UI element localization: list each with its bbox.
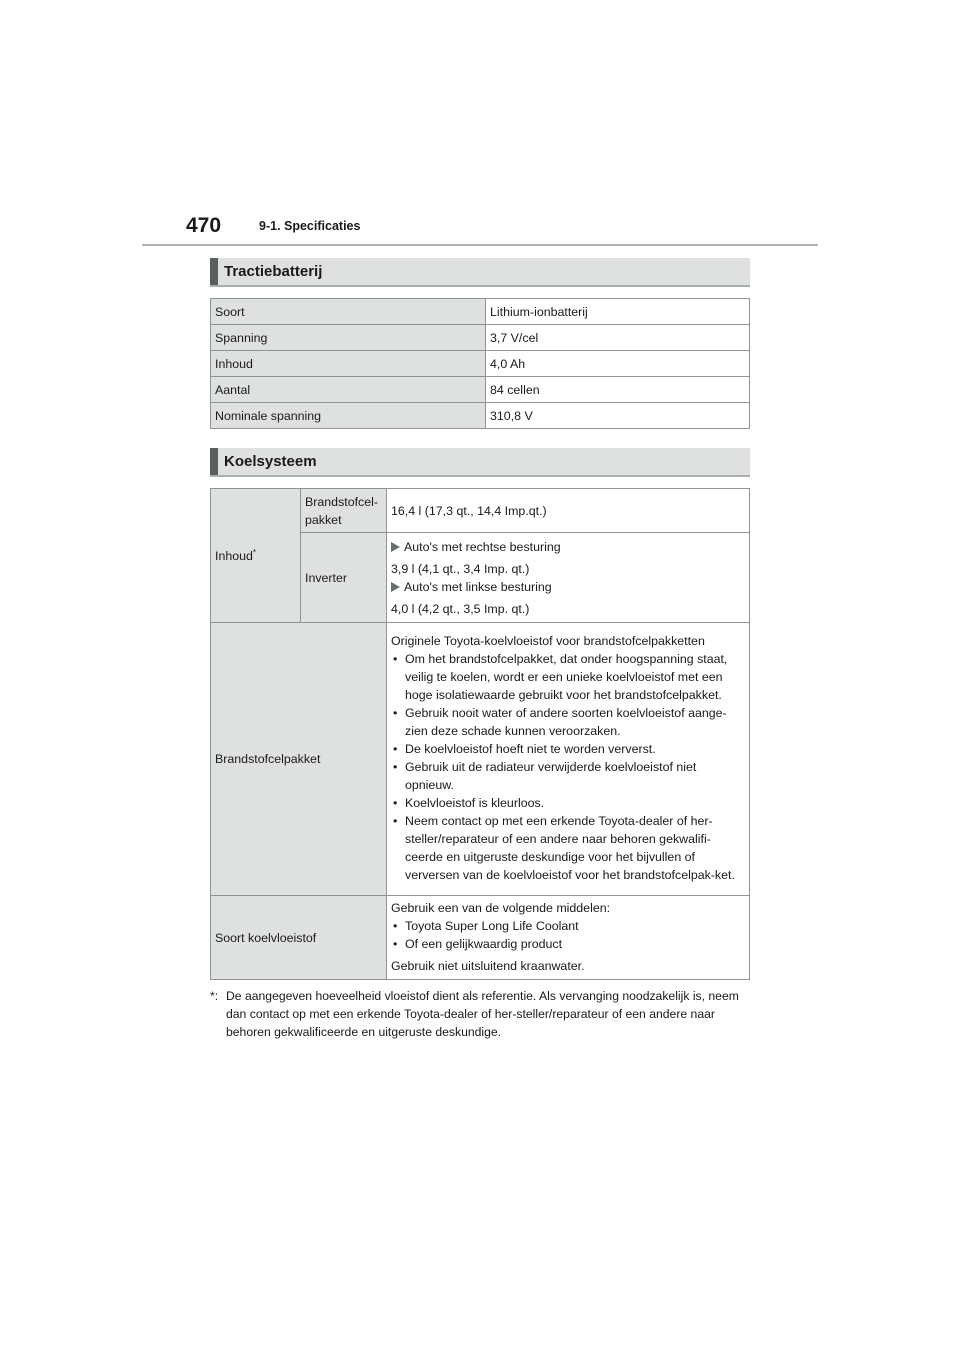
bullet-icon: • (393, 652, 398, 666)
footnote-mark: *: (210, 989, 219, 1003)
footnote-marker: * (252, 547, 257, 557)
list-item (391, 794, 745, 812)
spec-value: 3,7 V/cel (486, 325, 750, 351)
coolant-type-label: Soort koelvloeistof (211, 896, 387, 980)
inverter-rhd-label: Auto's met rechtse besturing (404, 539, 561, 554)
table-row (211, 623, 750, 896)
fuelcell-label-cell (301, 489, 387, 533)
section-heading-battery (210, 258, 750, 287)
footnote-text: De aangegeven hoeveelheid vloeistof dient als referentie. Als vervanging noodzakelijk is, neem dan contact op met een erkende Toyota-dealer of her-steller/reparateur of een andere naar behoren gekwalificeerde en uitgeruste deskundige. (226, 989, 739, 1039)
page-number: 470 (186, 214, 222, 237)
triangle-right-icon (391, 582, 400, 592)
battery-table-body (211, 299, 750, 429)
list-item-text: Om het brandstofcelpakket, dat onder hoogspanning staat, veilig te koelen, wordt er een unieke koelvloeistof met een hoge isolatiewaarde gebruikt voor het brandstofcelpakket. (405, 652, 728, 702)
list-item (391, 704, 745, 740)
list-item-text: Gebruik nooit water of andere soorten koelvloeistof aange-zien deze schade kunnen veroorzaken. (405, 706, 727, 738)
chapter-title: 9-1. Specificaties (259, 219, 361, 233)
spec-value: 84 cellen (486, 377, 750, 403)
list-item-text: Gebruik uit de radiateur verwijderde koelvloeistof niet opnieuw. (405, 760, 697, 792)
header-divider (142, 244, 818, 246)
stack-value-cell (387, 623, 750, 896)
list-item (391, 650, 745, 704)
section-title-battery: Tractiebatterij (224, 263, 323, 280)
table-row (211, 299, 750, 325)
list-item-text: De koelvloeistof hoeft niet te worden ververst. (405, 742, 656, 756)
table-row (211, 351, 750, 377)
table-row (211, 403, 750, 429)
list-item (391, 812, 745, 884)
stack-bullet-list (391, 650, 745, 884)
spec-value: Lithium-ionbatterij (486, 299, 750, 325)
coolant-type-note: Gebruik niet uitsluitend kraanwater. (391, 958, 585, 973)
cooling-spec-table (210, 488, 750, 980)
list-item-text: Of een gelijkwaardig product (405, 936, 563, 951)
list-item (391, 740, 745, 758)
coolant-type-cell (387, 896, 750, 980)
heading-bar (210, 448, 218, 475)
bullet-icon: • (393, 796, 398, 810)
capacity-label-cell (211, 489, 301, 623)
bullet-icon: • (393, 760, 398, 774)
spec-value: 4,0 Ah (486, 351, 750, 377)
bullet-icon: • (393, 814, 398, 828)
list-item (391, 917, 745, 935)
spec-label: Soort (211, 299, 486, 325)
table-row (211, 896, 750, 980)
spec-value: 310,8 V (486, 403, 750, 429)
section-title-cooling: Koelsysteem (224, 453, 317, 470)
table-row (211, 325, 750, 351)
stack-label: Brandstofcelpakket (211, 623, 387, 896)
battery-spec-table (210, 298, 750, 429)
list-item (391, 935, 745, 953)
spec-label: Aantal (211, 377, 486, 403)
bullet-icon: • (393, 918, 398, 933)
list-item-text: Neem contact op met een erkende Toyota-dealer of her-steller/reparateur of een andere naar behoren gekwalifi-ceerde en uitgeruste deskundige voor het bijvullen of verversen van de koelvloeistof voor het brandstofcelpak-ket. (405, 814, 735, 882)
bullet-icon: • (393, 742, 398, 756)
inverter-lhd-value: 4,0 l (4,2 qt., 3,5 Imp. qt.) (391, 601, 530, 616)
stack-intro: Originele Toyota-koelvloeistof voor brandstofcelpakketten (391, 634, 705, 648)
triangle-right-icon (391, 542, 400, 552)
coolant-type-bullet-list (391, 917, 745, 953)
table-row (211, 377, 750, 403)
fuelcell-value: 16,4 l (17,3 qt., 14,4 Imp.qt.) (387, 489, 750, 533)
fuelcell-label: Brandstofcel- pakket (305, 494, 379, 527)
capacity-label: Inhoud (215, 549, 253, 564)
inverter-lhd-heading (391, 578, 745, 596)
list-item-text: Koelvloeistof is kleurloos. (405, 796, 545, 810)
list-item (391, 758, 745, 794)
spec-label: Nominale spanning (211, 403, 486, 429)
coolant-type-intro: Gebruik een van de volgende middelen: (391, 900, 611, 915)
heading-bar (210, 258, 218, 285)
table-row (211, 489, 750, 533)
spec-label: Spanning (211, 325, 486, 351)
section-heading-cooling (210, 448, 750, 477)
inverter-rhd-value: 3,9 l (4,1 qt., 3,4 Imp. qt.) (391, 561, 530, 576)
inverter-lhd-label: Auto's met linkse besturing (404, 579, 552, 594)
bullet-icon: • (393, 706, 398, 720)
list-item-text: Toyota Super Long Life Coolant (405, 918, 579, 933)
bullet-icon: • (393, 936, 398, 951)
footnote (210, 987, 755, 1041)
spec-label: Inhoud (211, 351, 486, 377)
inverter-value-cell (387, 533, 750, 623)
inverter-label: Inverter (301, 533, 387, 623)
inverter-rhd-heading (391, 538, 745, 556)
